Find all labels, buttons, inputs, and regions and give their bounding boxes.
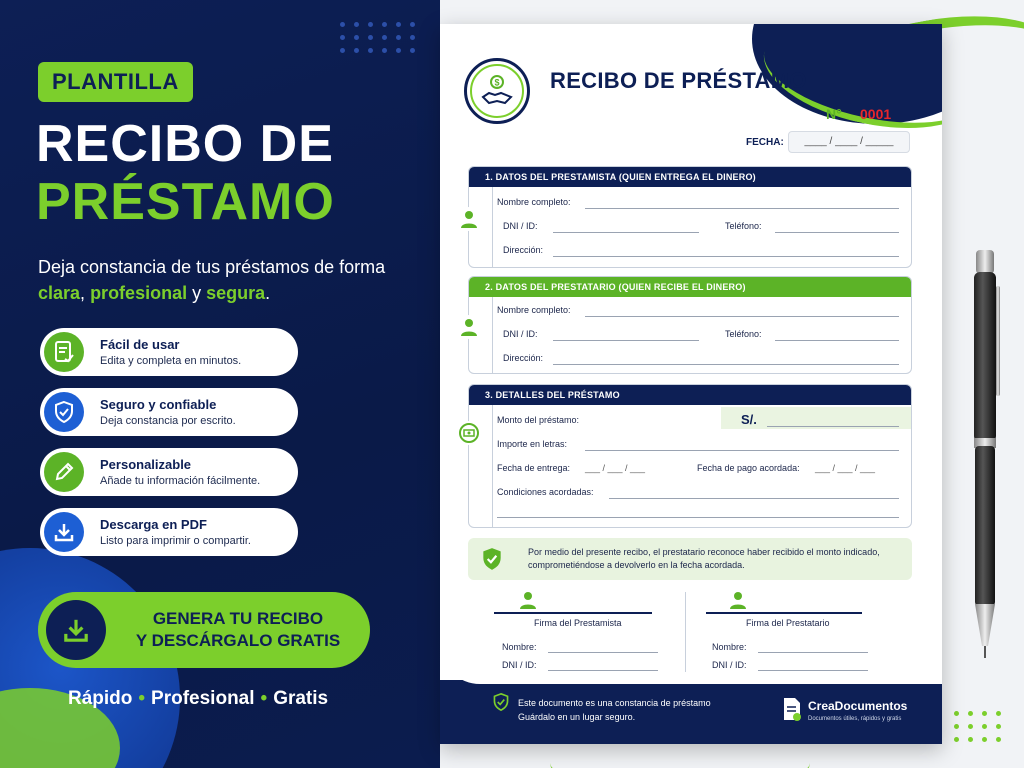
field-label: Teléfono: <box>725 221 762 231</box>
loan-handshake-icon <box>464 58 530 124</box>
money-icon <box>457 421 481 445</box>
delivery-date-field[interactable]: ___ / ___ / ___ <box>585 463 646 473</box>
lender-name-field[interactable] <box>548 652 658 653</box>
feature-title: Descarga en PDF <box>100 517 207 532</box>
amount-words-field[interactable] <box>585 450 899 451</box>
lender-section <box>468 166 912 268</box>
nombre-field[interactable] <box>585 208 899 209</box>
shield-check-icon <box>480 546 504 577</box>
brand-name: CreaDocumentos <box>808 699 908 713</box>
person-icon <box>457 315 481 339</box>
section-header: 1. DATOS DEL PRESTAMISTA (QUIEN ENTREGA EL DINERO) <box>469 167 911 187</box>
generate-download-button[interactable] <box>38 592 370 668</box>
document-title: RECIBO DE PRÉSTAMO <box>550 68 807 93</box>
address-field[interactable] <box>553 364 899 365</box>
field-label: DNI / ID: <box>503 221 538 231</box>
payment-date-field[interactable]: ___ / ___ / ___ <box>815 463 876 473</box>
signature-label: Firma del Prestatario <box>746 618 830 628</box>
signature-label: Firma del Prestamista <box>534 618 622 628</box>
shield-check-icon <box>492 692 510 717</box>
field-label: Nombre: <box>712 642 747 652</box>
amount-field[interactable] <box>767 426 899 427</box>
field-label: DNI / ID: <box>503 329 538 339</box>
conditions-field-2[interactable] <box>497 517 899 518</box>
field-label: Nombre: <box>502 642 537 652</box>
nombre-field[interactable] <box>585 316 899 317</box>
feature-desc: Deja constancia por escrito. <box>100 415 236 427</box>
field-label: Importe en letras: <box>497 439 568 449</box>
pen-image <box>964 250 1008 660</box>
headline-line2: PRÉSTAMO <box>36 173 335 231</box>
field-label: Nombre completo: <box>497 197 571 207</box>
feature-pdf <box>40 508 298 556</box>
field-label: Condiciones acordadas: <box>497 487 594 497</box>
cta-label: GENERA TU RECIBO Y DESCÁRGALO GRATIS <box>135 609 341 650</box>
document-edit-icon <box>44 332 84 372</box>
promo-panel <box>0 0 440 768</box>
decorative-dots <box>340 22 416 53</box>
field-label: Teléfono: <box>725 329 762 339</box>
feature-desc: Edita y completa en minutos. <box>100 355 242 367</box>
field-label: Nombre completo: <box>497 305 571 315</box>
field-label: Monto del préstamo: <box>497 415 580 425</box>
section-header: 3. DETALLES DEL PRÉSTAMO <box>469 385 911 405</box>
svg-text:$: $ <box>494 77 500 88</box>
field-label: Fecha de pago acordada: <box>697 463 800 473</box>
template-tag: PLANTILLA <box>38 62 193 102</box>
loan-details-section <box>468 384 912 528</box>
feature-secure <box>40 388 298 436</box>
document-logo-icon <box>782 696 802 727</box>
dni-field[interactable] <box>553 232 699 233</box>
number-label: N° <box>826 106 842 122</box>
field-label: Dirección: <box>503 353 544 363</box>
conditions-field[interactable] <box>609 498 899 499</box>
feature-title: Fácil de usar <box>100 337 180 352</box>
field-label: Fecha de entrega: <box>497 463 571 473</box>
dni-field[interactable] <box>553 340 699 341</box>
subtitle: Deja constancia de tus préstamos de forma clara, profesional y segura. <box>38 257 386 303</box>
footer-note: Este documento es una constancia de préstamo Guárdalo en un lugar seguro. <box>518 698 711 722</box>
lender-signature-line[interactable] <box>494 612 652 614</box>
date-field[interactable]: ____ / ____ / _____ <box>788 131 910 153</box>
shield-check-icon <box>44 392 84 432</box>
borrower-name-field[interactable] <box>758 652 868 653</box>
feature-easy <box>40 328 298 376</box>
feature-title: Personalizable <box>100 457 192 472</box>
feature-customizable <box>40 448 298 496</box>
receipt-number: 0001 <box>860 106 892 122</box>
section-header: 2. DATOS DEL PRESTATARIO (QUIEN RECIBE EL DINERO) <box>469 277 911 297</box>
feature-desc: Añade tu información fácilmente. <box>100 475 261 487</box>
person-icon <box>457 207 481 231</box>
headline-line1: RECIBO DE <box>36 115 334 173</box>
borrower-section <box>468 276 912 374</box>
brand-tagline: Documentos útiles, rápidos y gratis <box>808 716 902 722</box>
address-field[interactable] <box>553 256 899 257</box>
field-label: Dirección: <box>503 245 544 255</box>
benefits-line: Rápido • Profesional • Gratis <box>68 688 329 709</box>
acknowledgement-notice <box>468 538 912 580</box>
phone-field[interactable] <box>775 232 899 233</box>
currency-label: S/. <box>741 412 757 427</box>
download-icon <box>44 512 84 552</box>
field-label: DNI / ID: <box>712 660 747 670</box>
date-label: FECHA: <box>746 137 784 148</box>
field-label: DNI / ID: <box>502 660 537 670</box>
feature-desc: Listo para imprimir o compartir. <box>100 535 251 547</box>
feature-title: Seguro y confiable <box>100 397 217 412</box>
pencil-icon <box>44 452 84 492</box>
download-icon <box>46 600 106 660</box>
phone-field[interactable] <box>775 340 899 341</box>
lender-dni-field[interactable] <box>548 670 658 671</box>
borrower-dni-field[interactable] <box>758 670 868 671</box>
receipt-document <box>440 24 942 744</box>
borrower-signature-line[interactable] <box>706 612 862 614</box>
notice-text: Por medio del presente recibo, el prestatario reconoce haber recibido el monto indicado, comprometiéndose a devolverlo en la fecha acordada. <box>528 547 880 570</box>
decorative-dots <box>954 711 1002 742</box>
